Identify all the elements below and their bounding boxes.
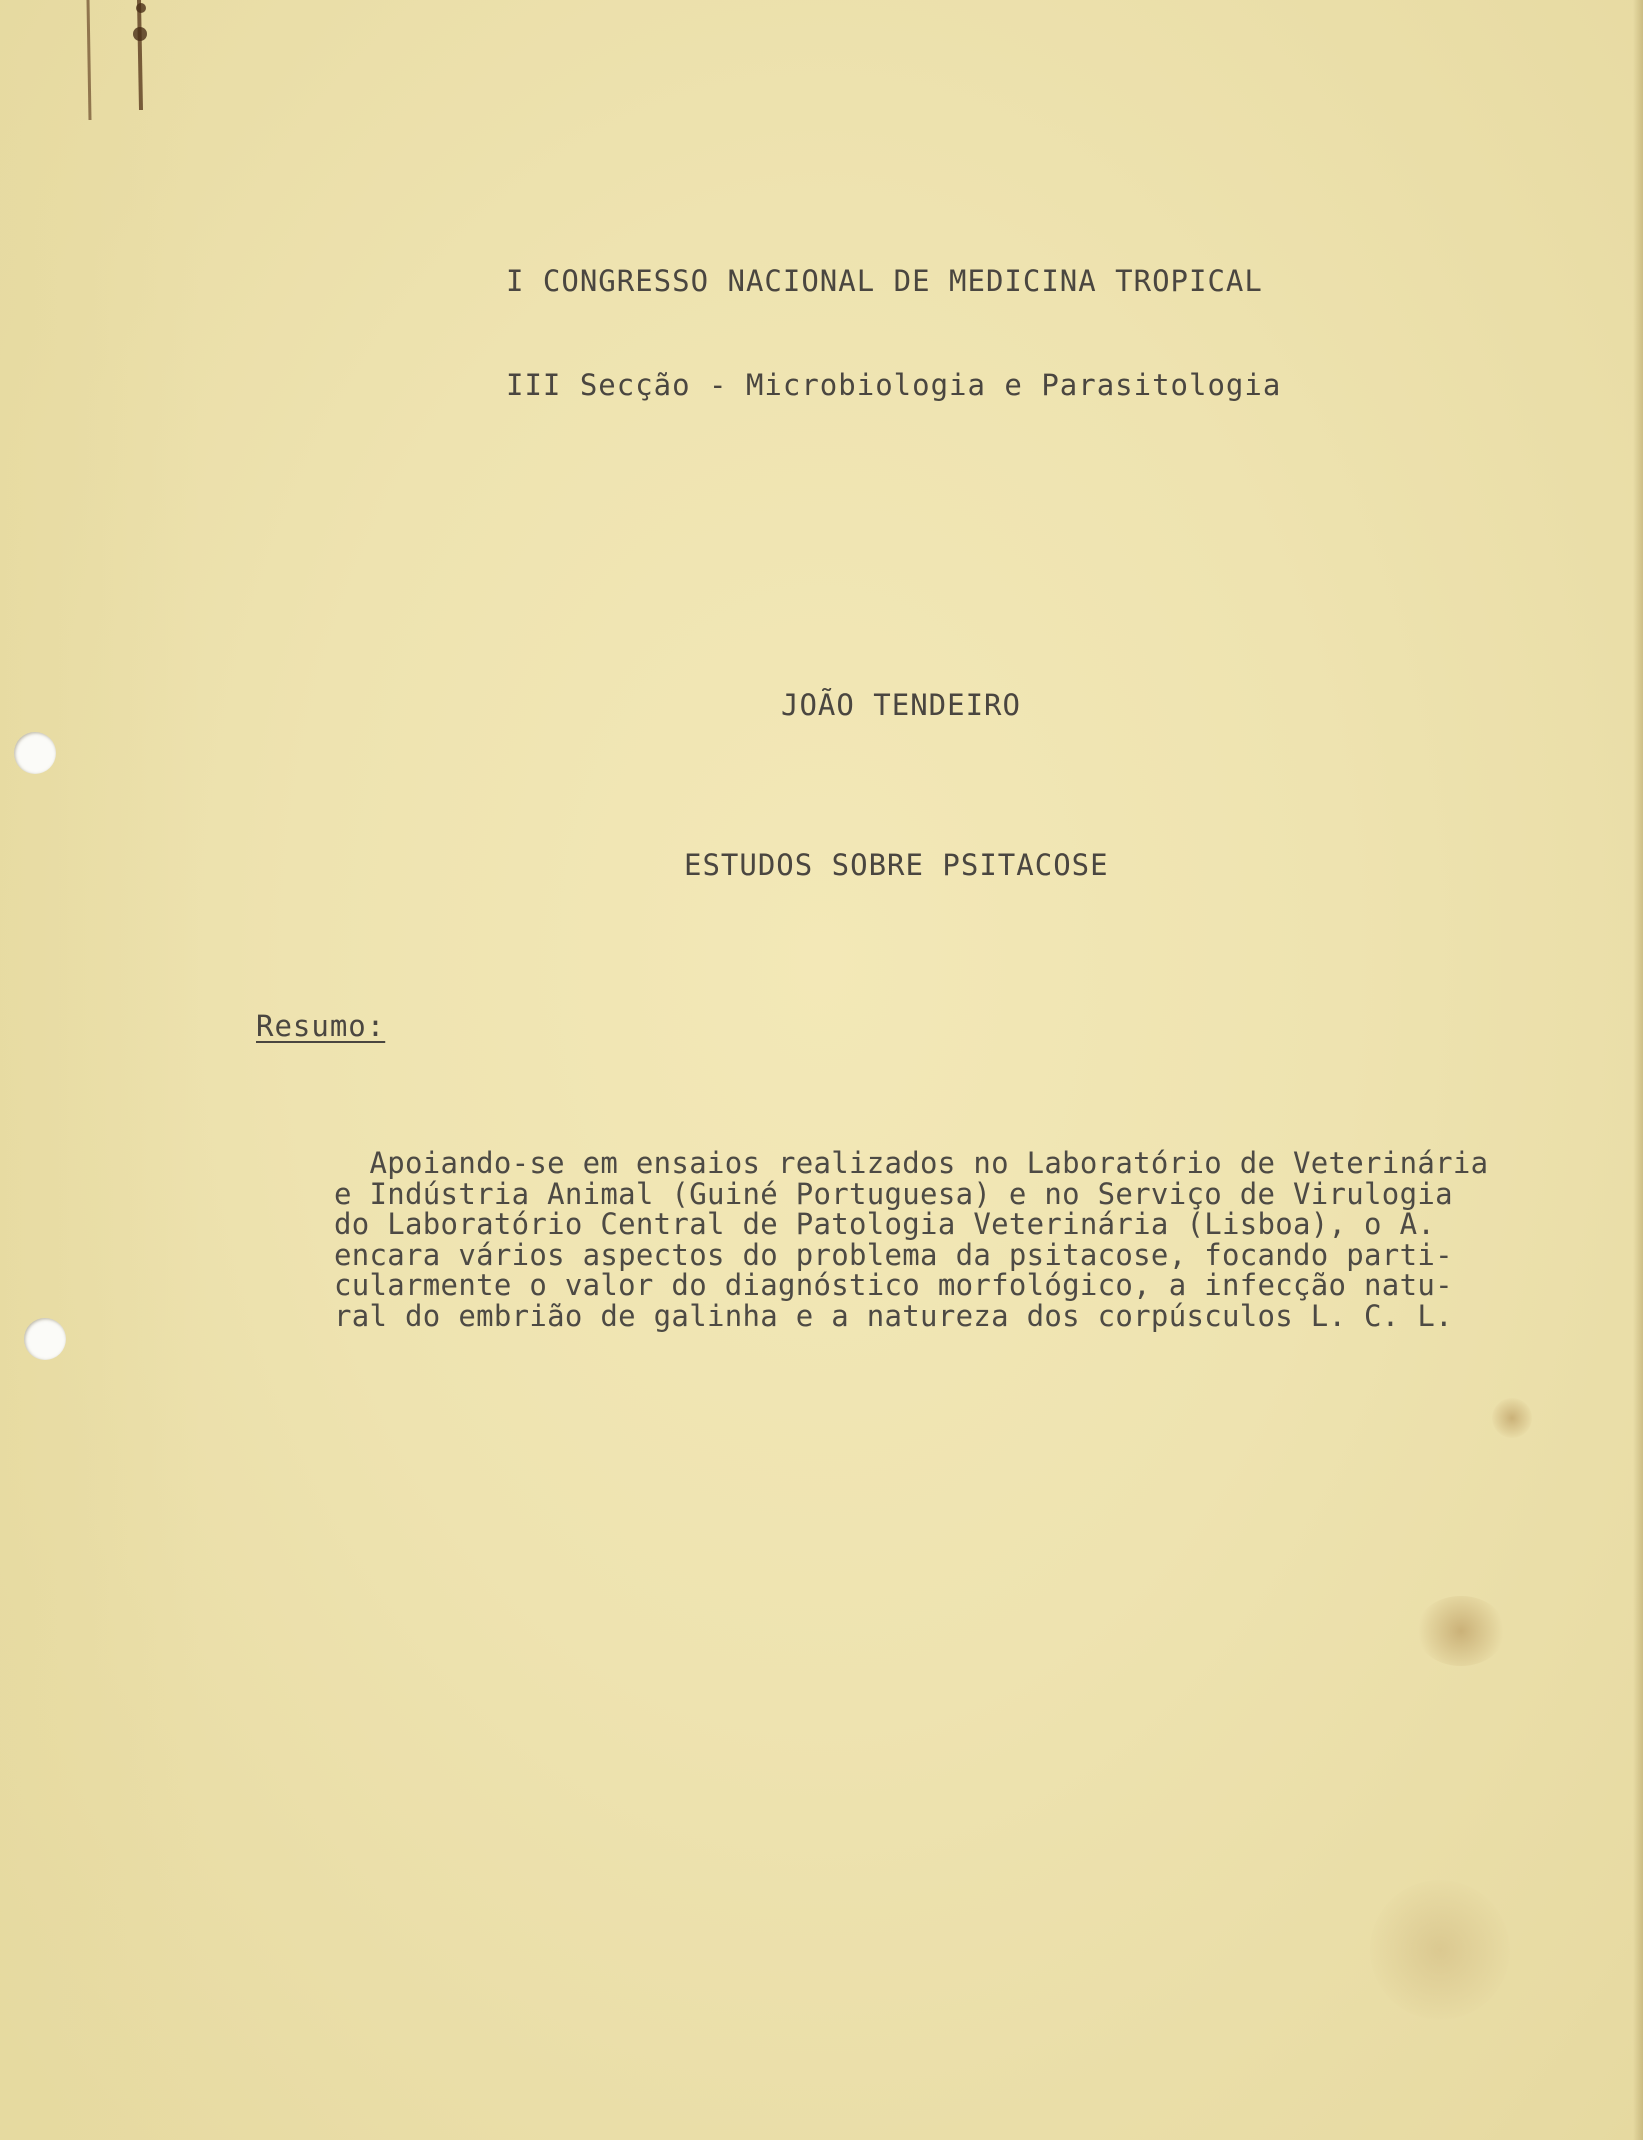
punch-hole	[24, 1318, 66, 1360]
congress-title: I CONGRESSO NACIONAL DE MEDICINA TROPICAL	[506, 264, 1263, 298]
stain-mark	[1416, 1596, 1506, 1666]
summary-line: cularmente o valor do diagnóstico morfológico, a infecção natu-	[334, 1268, 1453, 1302]
summary-line: ral do embrião de galinha e a natureza dos corpúsculos L. C. L.	[334, 1298, 1453, 1333]
summary-line: encara vários aspectos do problema da psitacose, focando parti-	[334, 1237, 1453, 1272]
paper-shading	[0, 0, 200, 2140]
summary-line: Apoiando-se em ensaios realizados no Laboratório de Veterinária	[334, 1146, 1489, 1180]
section-heading: III Secção - Microbiologia e Parasitologia	[506, 368, 1282, 402]
stain-mark	[1370, 1880, 1510, 2020]
summary-label: Resumo:	[256, 1009, 386, 1043]
punch-hole	[14, 732, 56, 774]
summary-paragraph	[334, 1148, 1624, 1331]
paper-title: ESTUDOS SOBRE PSITACOSE	[684, 848, 1109, 882]
author-name: JOÃO TENDEIRO	[781, 688, 1021, 722]
summary-line: do Laboratório Central de Patologia Veterinária (Lisboa), o A.	[334, 1207, 1436, 1241]
summary-line: e Indústria Animal (Guiné Portuguesa) e no Serviço de Virulogia	[334, 1176, 1453, 1211]
stain-mark	[1492, 1398, 1532, 1438]
paper-edge	[1633, 0, 1643, 2140]
staple-mark-icon	[84, 0, 154, 130]
